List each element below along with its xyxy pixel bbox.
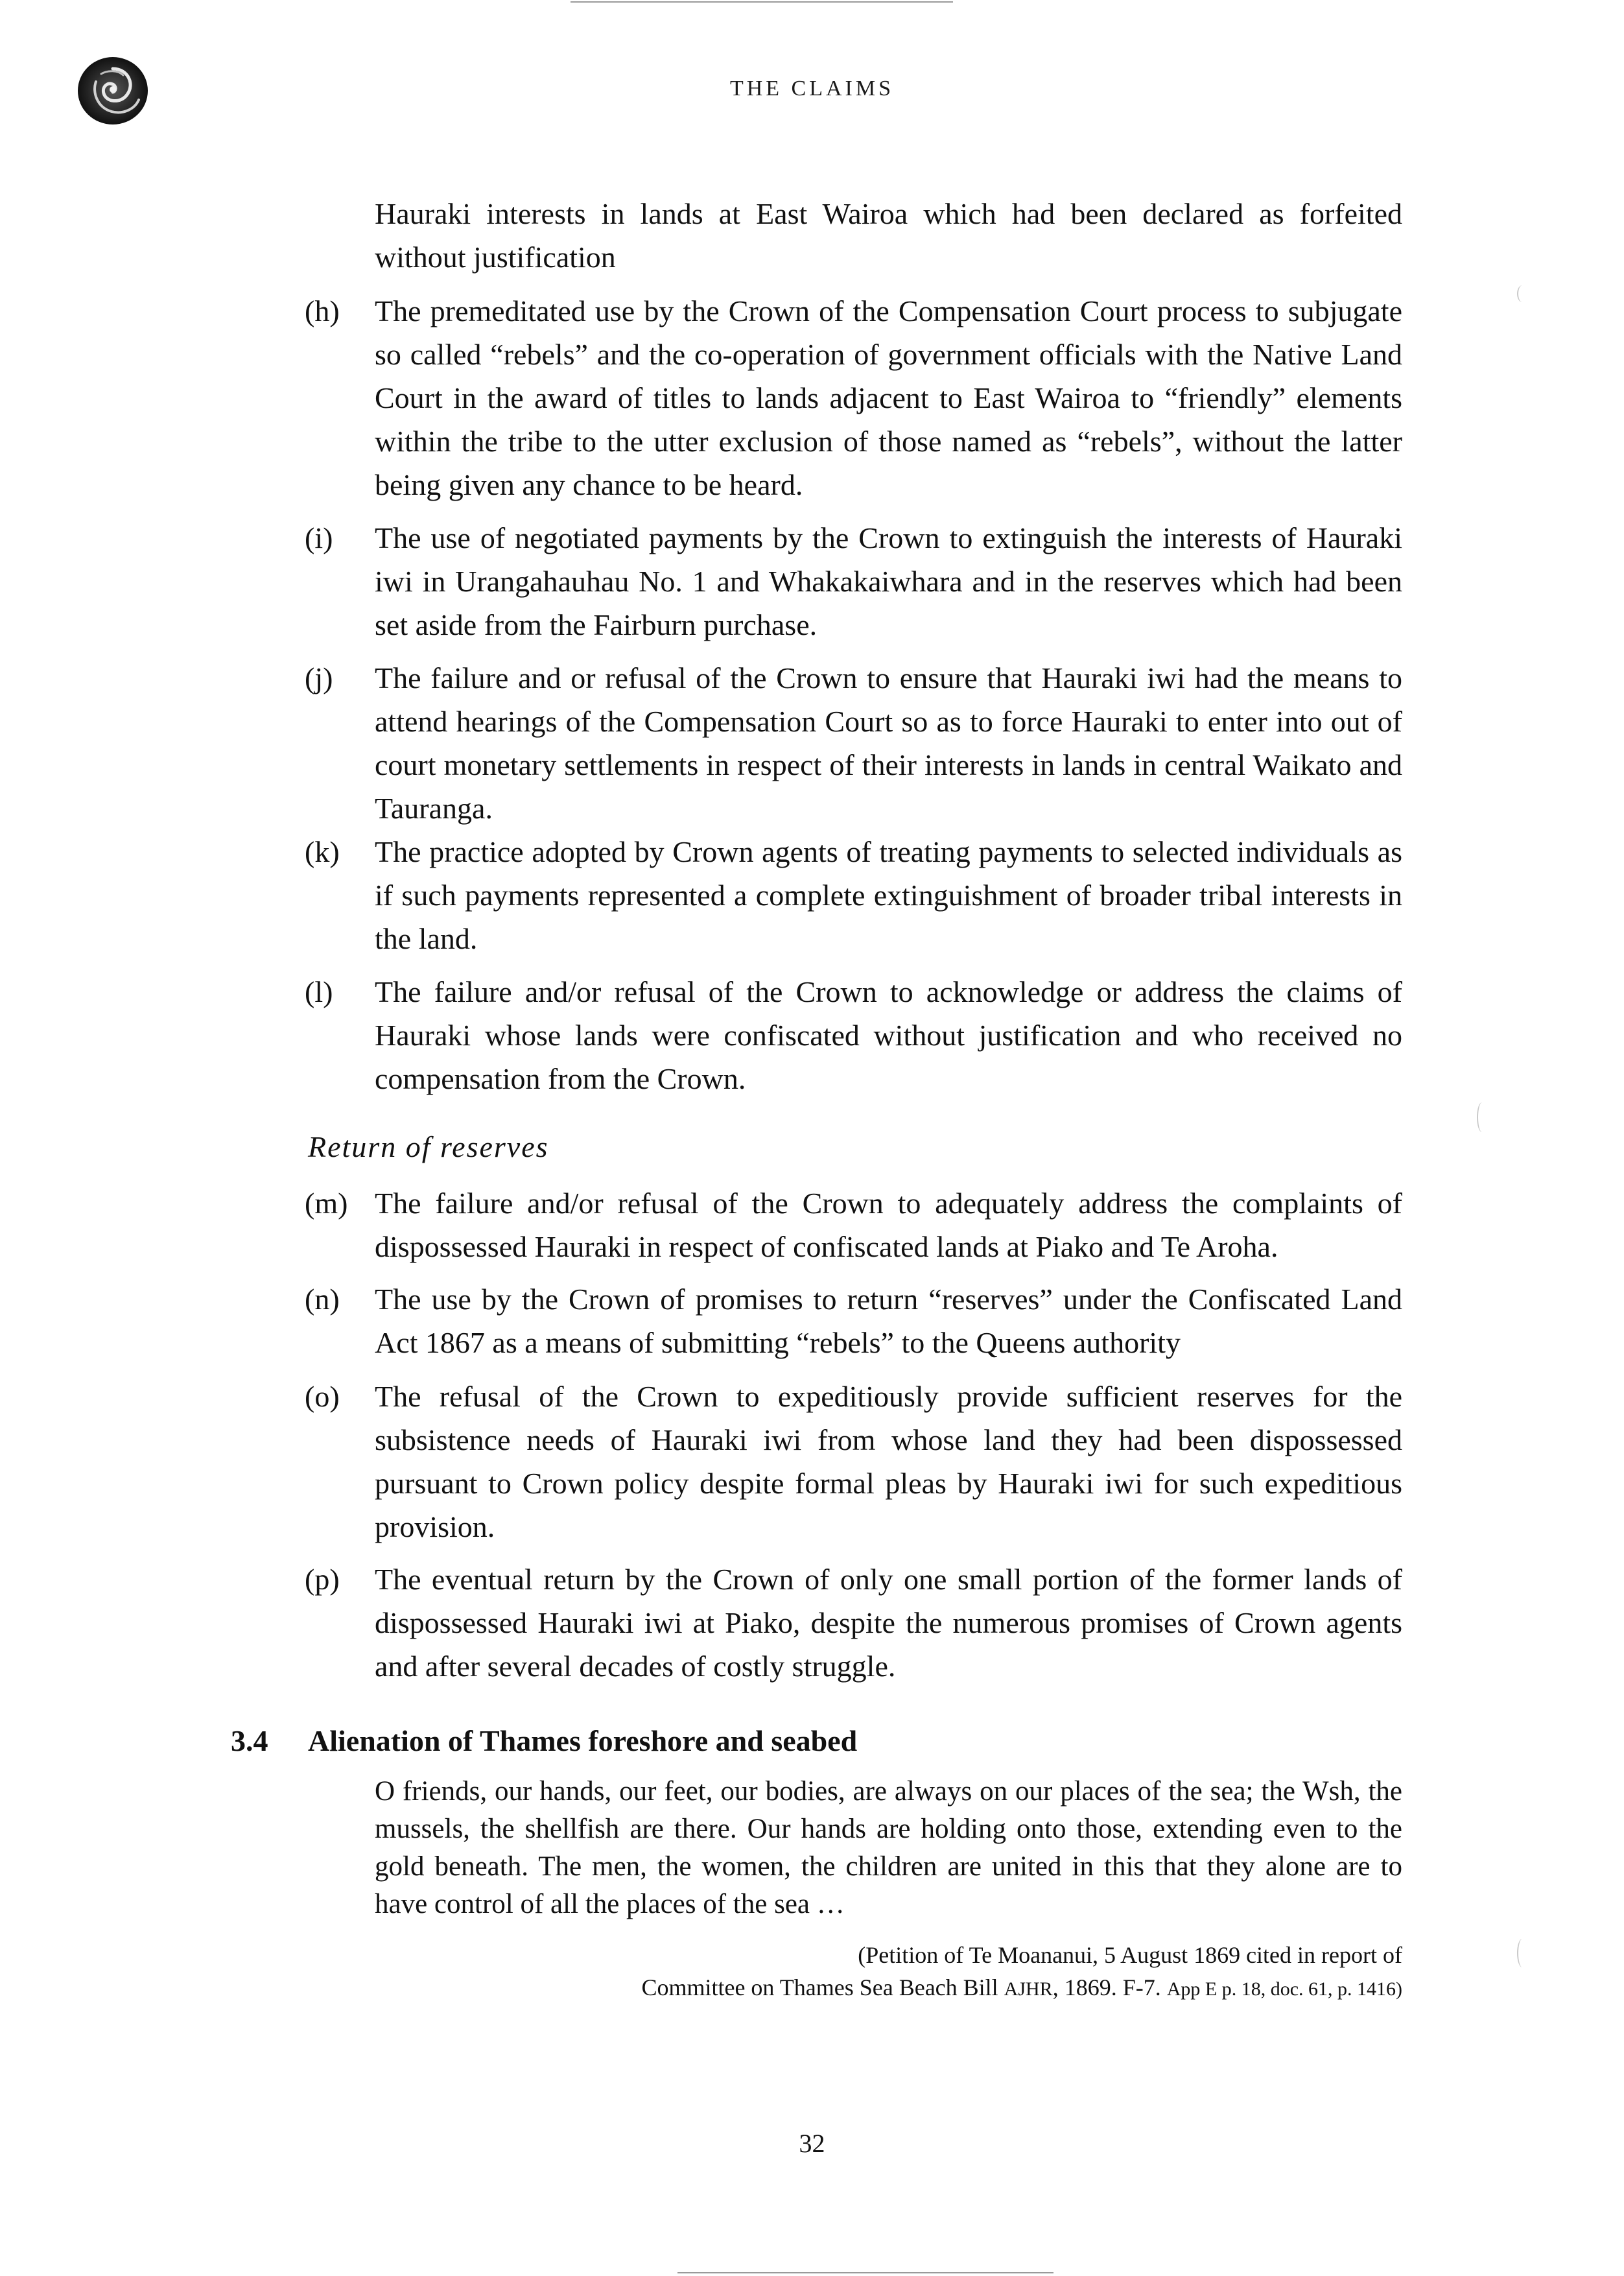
block-quote: O friends, our hands, our feet, our bodies, are always on our places of the sea; the Wsh, the mussels, the shellfish are there. Our hands are holding onto those, extending even to the gold beneath. The men, the women, the children are united in this that they alone are to have control of all the places of the sea … (375, 1776, 1402, 1919)
intro-continuation: Hauraki interests in lands at East Wairoa which had been declared as forfeited without justification (375, 197, 1402, 274)
claim-item-j (305, 656, 1402, 830)
section-number: 3.4 (231, 1724, 268, 1757)
claim-item-o (305, 1375, 1402, 1548)
item-text: The refusal of the Crown to expeditiously provide sufficient reserves for the subsistence needs of Hauraki iwi from whose land they had been dispossessed pursuant to Crown policy despite formal pleas by Hauraki iwi for such expeditious provision. (375, 1380, 1402, 1543)
item-label: (h) (305, 294, 340, 327)
item-text: The eventual return by the Crown of only one small portion of the former lands of dispossessed Hauraki iwi at Piako, despite the numerous promises of Crown agents and after several decades of costly struggle. (375, 1563, 1402, 1683)
item-text: The failure and/or refusal of the Crown to adequately address the complaints of dispossessed Hauraki in respect of confiscated lands at Piako and Te Aroha. (375, 1187, 1402, 1263)
citation-journal: AJHR (1004, 1978, 1053, 2000)
page-number: 32 (799, 2129, 825, 2158)
quote-citation (430, 1939, 1402, 2006)
item-text: The practice adopted by Crown agents of treating payments to selected individuals as if such payments represented a complete extinguishment of broader tribal interests in the land. (375, 835, 1402, 955)
item-label: (p) (305, 1563, 340, 1596)
item-label: (k) (305, 835, 340, 868)
citation-line-2 (430, 1971, 1402, 2006)
section-title: Alienation of Thames foreshore and seabed (308, 1724, 858, 1757)
item-label: (l) (305, 975, 333, 1008)
claim-item-p (305, 1558, 1402, 1688)
citation-text: Committee on Thames Sea Beach Bill (641, 1974, 1004, 2000)
claim-item-m (305, 1181, 1402, 1268)
claim-item-h (305, 289, 1402, 506)
item-text: The use by the Crown of promises to return “reserves” under the Confiscated Land Act 1867 as a means of submitting “rebels” to the Queens authority (375, 1283, 1402, 1359)
item-text: The failure and or refusal of the Crown to ensure that Hauraki iwi had the means to attend hearings of the Compensation Court so as to force Hauraki to enter into out of court monetary settlements in respect of their interests in lands in central Waikato and Tauranga. (375, 661, 1402, 825)
item-text: The use of negotiated payments by the Crown to extinguish the interests of Hauraki iwi in Urangahauhau No. 1 and Whakakaiwhara and in the reserves which had been set aside from the Fairburn purchase. (375, 521, 1402, 641)
claim-item-i (305, 516, 1402, 646)
bottom-edge-rule (677, 2272, 1053, 2273)
item-label: (j) (305, 661, 333, 694)
item-text: The failure and/or refusal of the Crown to acknowledge or address the claims of Hauraki whose lands were confiscated without justification and who received no compensation from the Crown. (375, 975, 1402, 1095)
item-text: The premeditated use by the Crown of the Compensation Court process to subjugate so called “rebels” and the co-operation of government officials with the Native Land Court in the award of titles to lands adjacent to East Wairoa to “friendly” elements within the tribe to the utter exclusion of those named as “rebels”, without the latter being given any chance to be heard. (375, 294, 1402, 501)
item-label: (m) (305, 1187, 348, 1220)
citation-year: , 1869. F-7. (1052, 1974, 1167, 2000)
claim-item-n (305, 1277, 1402, 1364)
claim-item-k (305, 830, 1402, 960)
margin-mark (1477, 1102, 1487, 1132)
citation-line-1: (Petition of Te Moananui, 5 August 1869 cited in report of (858, 1942, 1402, 1968)
margin-mark (1517, 285, 1527, 302)
top-edge-rule (571, 1, 953, 3)
claim-item-l (305, 970, 1402, 1100)
running-head: THE CLAIMS (729, 77, 895, 101)
item-label: (o) (305, 1380, 340, 1413)
margin-mark (1517, 1939, 1527, 1967)
citation-reference: App E p. 18, doc. 61, p. 1416) (1166, 1978, 1402, 2000)
item-label: (n) (305, 1283, 340, 1316)
subheading-return-of-reserves: Return of reserves (308, 1130, 549, 1163)
item-label: (i) (305, 521, 333, 554)
